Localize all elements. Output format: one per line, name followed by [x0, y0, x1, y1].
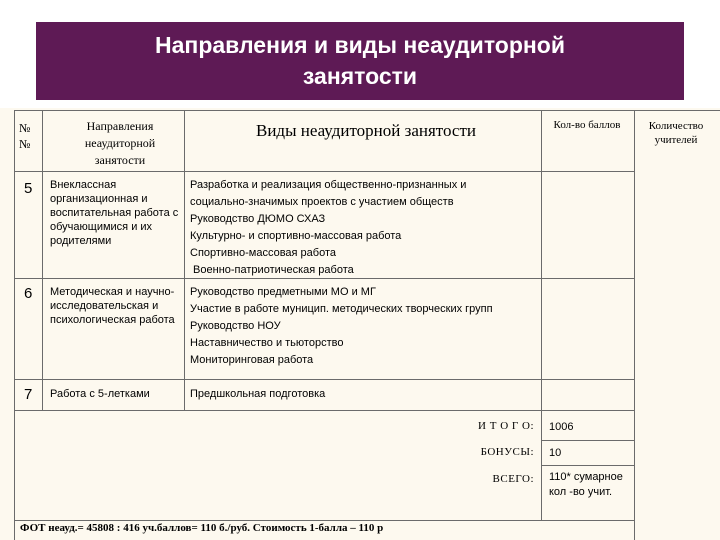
bonus-value: 10 — [549, 447, 562, 459]
row-1-activity: Спортивно-массовая работа — [190, 247, 336, 259]
header-number: № № — [19, 121, 31, 151]
bonus-label: БОНУСЫ: — [480, 446, 534, 458]
row-2-activity: Мониторинговая работа — [190, 354, 314, 366]
row-2-activity: Руководство НОУ — [190, 320, 281, 332]
row-divider-3 — [14, 410, 634, 411]
title-line-2: занятости — [302, 63, 418, 89]
table-border-top — [14, 110, 720, 111]
summary-divider-2 — [541, 465, 634, 466]
total-label: И Т О Г О: — [478, 420, 534, 432]
row-1-activity: Руководство ДЮМО СХАЗ — [190, 213, 326, 225]
row-1-activity: Разработка и реализация общественно-признанных и — [190, 179, 467, 191]
header-teacher-count: Количество учителей — [648, 120, 704, 146]
header-activity-kinds: Виды неаудиторной занятости — [256, 121, 476, 140]
table-border-left — [14, 110, 15, 540]
row-1-activity: Военно-патриотическая работа — [190, 264, 354, 276]
row-2-activity: Наставничество и тьюторство — [190, 337, 344, 349]
column-divider-1 — [42, 110, 43, 410]
grand-total-value: 110* сумарное кол -во учит. — [549, 471, 623, 498]
row-1-direction: Внеклассная организационная и воспитательная работа с обучающимися и их родителями — [50, 179, 179, 247]
row-divider-header — [14, 171, 634, 172]
footer-divider — [14, 520, 634, 521]
row-3-direction: Работа с 5-летками — [50, 388, 150, 400]
row-2-number: 6 — [24, 285, 33, 302]
title-line-1: Направления и виды неаудиторной — [155, 32, 565, 58]
row-1-activity: Культурно- и спортивно-массовая работа — [190, 230, 402, 242]
row-divider-2 — [14, 379, 634, 380]
row-1-activity: социально-значимых проектов с участием обществ — [190, 196, 454, 208]
row-1-number: 5 — [24, 180, 33, 197]
payroll-footnote: ФОТ неауд.= 45808 : 416 уч.баллов= 110 б./руб. Стоимость 1-балла – 110 р — [20, 522, 384, 534]
summary-divider-1 — [541, 440, 634, 441]
row-2-activity-list — [190, 284, 535, 369]
row-2-activity: Руководство предметными МО и МГ — [190, 286, 376, 298]
column-divider-4 — [634, 110, 635, 540]
row-3-activity-list — [190, 386, 535, 403]
slide-title — [36, 22, 684, 100]
row-3-activity: Предшкольная подготовка — [190, 388, 326, 400]
header-direction: Направления неаудиторной занятости — [84, 119, 156, 167]
row-1-activity-list — [190, 177, 535, 279]
row-2-activity: Участие в работе муницип. методических творческих групп — [190, 303, 493, 315]
row-2-direction: Методическая и научно-исследовательская и психологическая работа — [50, 286, 175, 326]
grand-total-label: ВСЕГО: — [492, 473, 534, 485]
row-3-number: 7 — [24, 386, 33, 403]
total-value: 1006 — [549, 421, 574, 433]
column-divider-2 — [184, 110, 185, 410]
header-score-count: Кол-во баллов — [553, 119, 621, 131]
